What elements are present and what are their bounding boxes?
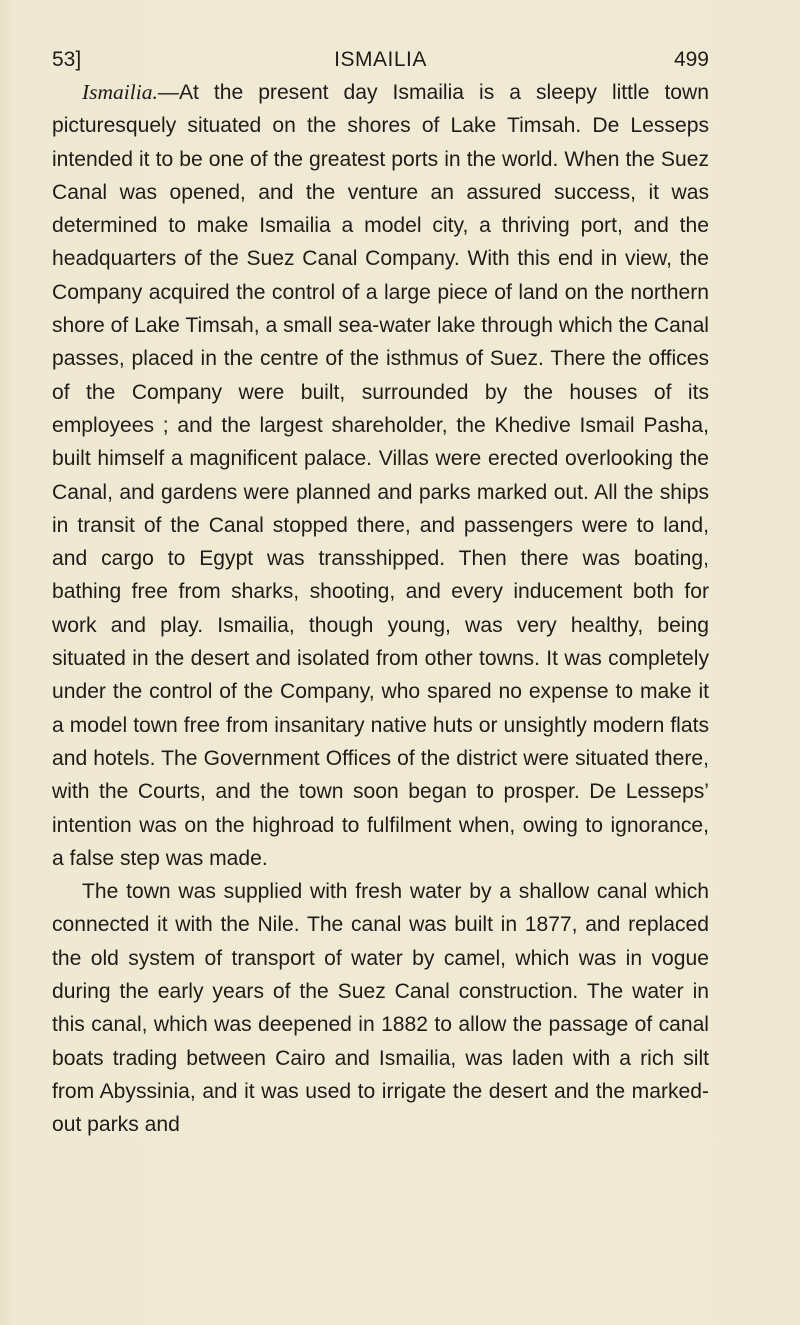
running-header (52, 44, 709, 76)
paragraph-lead-heading: Ismailia. (82, 80, 158, 104)
paragraph-1-text: —At the present day Ismailia is a sleepy little town picturesquely situated on the shores of Lake Timsah. De Lesseps intended it to be one of the greatest ports in the world. When the Suez Canal was opened, and the venture an assured success, it was determined to make Ismailia a model city, a thriving port, and the headquarters of the Suez Canal Company. With this end in view, the Company acquired the control of a large piece of land on the northern shore of Lake Timsah, a small sea-water lake through which the Canal passes, placed in the centre of the isthmus of Suez. There the offices of the Company were built, surrounded by the houses of its employees ; and the largest shareholder, the Khedive Ismail Pasha, built himself a magnificent palace. Villas were erected overlooking the Canal, and gardens were planned and parks marked out. All the ships in transit of the Canal stopped there, and passengers were to land, and cargo to Egypt was transshipped. Then there was boating, bathing free from sharks, shooting, and every inducement both for work and play. Ismailia, though young, was very healthy, being situated in the desert and isolated from other towns. It was completely under the control of the Company, who spared no expense to make it a model town free from insanitary native huts or unsightly modern flats and hotels. The Government Offices of the district were situated there, with the Courts, and the town soon began to prosper. De Lesseps’ intention was on the highroad to fulfilment when, owing to ignorance, a false step was made. (52, 81, 709, 870)
paragraph-2-text: The town was supplied with fresh water by a shallow canal which connected it with the Nile. The canal was built in 1877, and replaced the old system of transport of water by camel, which was in vogue during the early years of the Suez Canal construction. The water in this canal, which was deepened in 1882 to allow the passage of canal boats trading between Cairo and Ismailia, was laden with a rich silt from Abyssinia, and it was used to irrigate the desert and the marked-out parks and (52, 880, 709, 1137)
running-title: ISMAILIA (334, 48, 427, 71)
section-number: 53] (52, 48, 82, 71)
paragraph-2 (52, 875, 709, 1141)
page-number: 499 (673, 48, 709, 71)
paragraph-1 (52, 76, 709, 875)
body-text (52, 76, 709, 1142)
